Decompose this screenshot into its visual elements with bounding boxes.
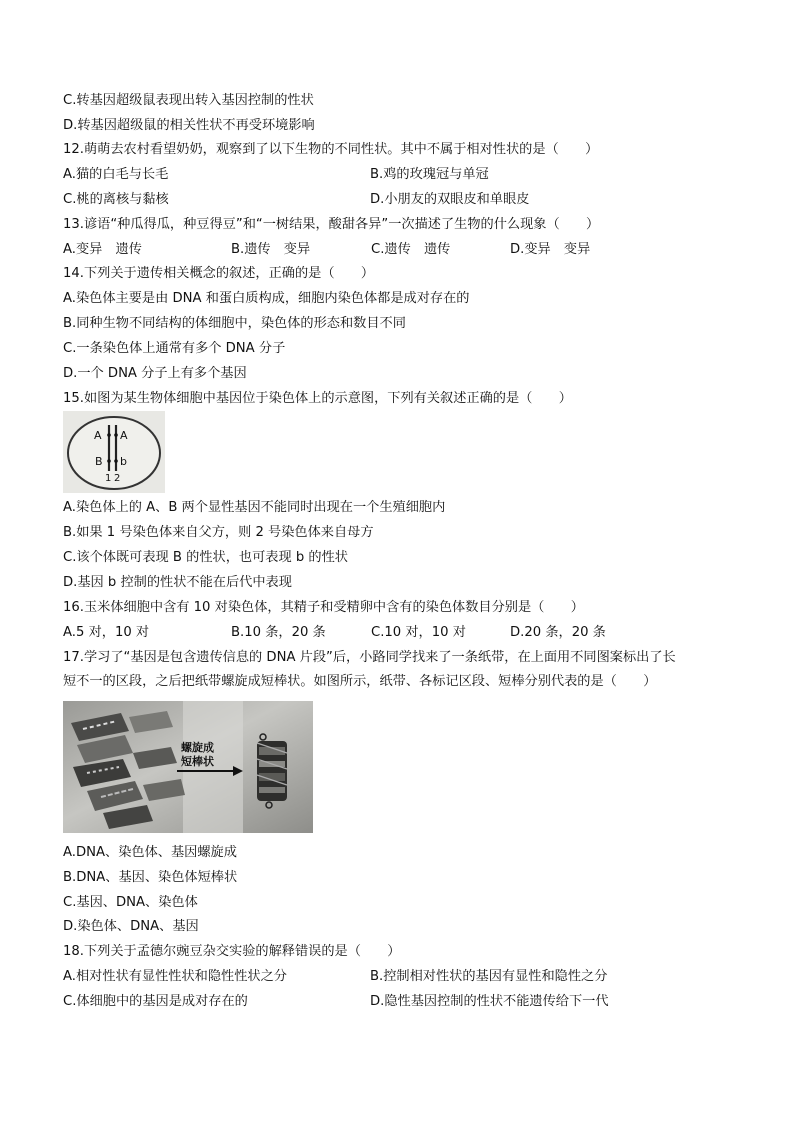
gene-label-B: B — [95, 455, 103, 468]
chromosome-number-1: 1 — [105, 473, 112, 484]
q15-option-d: D.基因 b 控制的性状不能在后代中表现 — [63, 575, 292, 590]
q18-row2 — [63, 993, 609, 1011]
q16-option-c: C.10 对，10 对 — [371, 625, 466, 640]
q18-option-c: C.体细胞中的基因是成对存在的 — [63, 994, 248, 1009]
q14-stem: 14.下列关于遗传相关概念的叙述，正确的是（ ） — [63, 266, 375, 281]
gene-label-b: b — [120, 455, 127, 468]
q17-option-d: D.染色体、DNA、基因 — [63, 919, 199, 934]
q13-option-c: C.遗传 遗传 — [371, 242, 451, 257]
q15-option-c: C.该个体既可表现 B 的性状，也可表现 b 的性状 — [63, 550, 348, 565]
paper-strip-photo-drawing — [63, 701, 313, 833]
paper-strip-photo — [63, 701, 313, 833]
q17-stem-line2: 短不一的区段，之后把纸带螺旋成短棒状。如图所示，纸带、各标记区段、短棒分别代表的是（ ） — [63, 674, 657, 689]
q17-option-c: C.基因、DNA、染色体 — [63, 895, 198, 910]
arrow-label-line2: 短棒状 — [181, 755, 214, 768]
q14-option-d: D.一个 DNA 分子上有多个基因 — [63, 366, 247, 381]
chromosome-number-2: 2 — [114, 473, 121, 484]
q15-stem: 15.如图为某生物体细胞中基因位于染色体上的示意图，下列有关叙述正确的是（ ） — [63, 391, 572, 406]
q18-stem: 18.下列关于孟德尔豌豆杂交实验的解释错误的是（ ） — [63, 944, 401, 959]
arrow-label-line1: 螺旋成 — [181, 741, 214, 754]
q16-option-b: B.10 条，20 条 — [231, 625, 326, 640]
q11-option-c: C.转基因超级鼠表现出转入基因控制的性状 — [63, 93, 314, 108]
q12-option-a: A.猫的白毛与长毛 — [63, 167, 169, 182]
gene-label-A-left: A — [94, 429, 102, 442]
q16-option-a: A.5 对，10 对 — [63, 625, 150, 640]
q12-option-c: C.桃的离核与黏核 — [63, 192, 169, 207]
q13-option-b: B.遗传 变异 — [231, 242, 311, 257]
q12-stem: 12.萌萌去农村看望奶奶，观察到了以下生物的不同性状。其中不属于相对性状的是（ ） — [63, 142, 599, 157]
q12-option-b: B.鸡的玫瑰冠与单冠 — [370, 167, 489, 182]
q18-option-d: D.隐性基因控制的性状不能遗传给下一代 — [370, 994, 609, 1009]
q12-row1 — [63, 166, 489, 184]
q17-option-a: A.DNA、染色体、基因螺旋成 — [63, 845, 237, 860]
q11-option-d: D.转基因超级鼠的相关性状不再受环境影响 — [63, 118, 315, 133]
q13-stem: 13.谚语“种瓜得瓜，种豆得豆”和“一树结果，酸甜各异”一次描述了生物的什么现象（ ） — [63, 217, 600, 232]
cell-chromosome-figure — [63, 411, 165, 493]
q15-option-a: A.染色体上的 A、B 两个显性基因不能同时出现在一个生殖细胞内 — [63, 500, 446, 515]
q17-option-b: B.DNA、基因、染色体短棒状 — [63, 870, 238, 885]
q13-option-d: D.变异 变异 — [510, 242, 591, 257]
q14-option-a: A.染色体主要是由 DNA 和蛋白质构成，细胞内染色体都是成对存在的 — [63, 291, 470, 306]
q15-option-b: B.如果 1 号染色体来自父方，则 2 号染色体来自母方 — [63, 525, 374, 540]
q17-stem-line1: 17.学习了“基因是包含遗传信息的 DNA 片段”后，小路同学找来了一条纸带，在上面用不同图案标出了长 — [63, 650, 676, 665]
gene-label-A-right: A — [120, 429, 128, 442]
q13-option-a: A.变异 遗传 — [63, 242, 142, 257]
q14-option-b: B.同种生物不同结构的体细胞中，染色体的形态和数目不同 — [63, 316, 406, 331]
cell-chromosome-diagram — [63, 411, 165, 493]
q18-option-a: A.相对性状有显性性状和隐性性状之分 — [63, 969, 287, 984]
q18-row1 — [63, 968, 608, 986]
q12-row2 — [63, 191, 530, 209]
q12-option-d: D.小朋友的双眼皮和单眼皮 — [370, 192, 530, 207]
coiled-short-rod — [257, 734, 287, 808]
q14-option-c: C.一条染色体上通常有多个 DNA 分子 — [63, 341, 286, 356]
q18-option-b: B.控制相对性状的基因有显性和隐性之分 — [370, 969, 608, 984]
q16-stem: 16.玉米体细胞中含有 10 对染色体，其精子和受精卵中含有的染色体数目分别是（ ） — [63, 600, 584, 615]
q16-option-d: D.20 条，20 条 — [510, 625, 606, 640]
